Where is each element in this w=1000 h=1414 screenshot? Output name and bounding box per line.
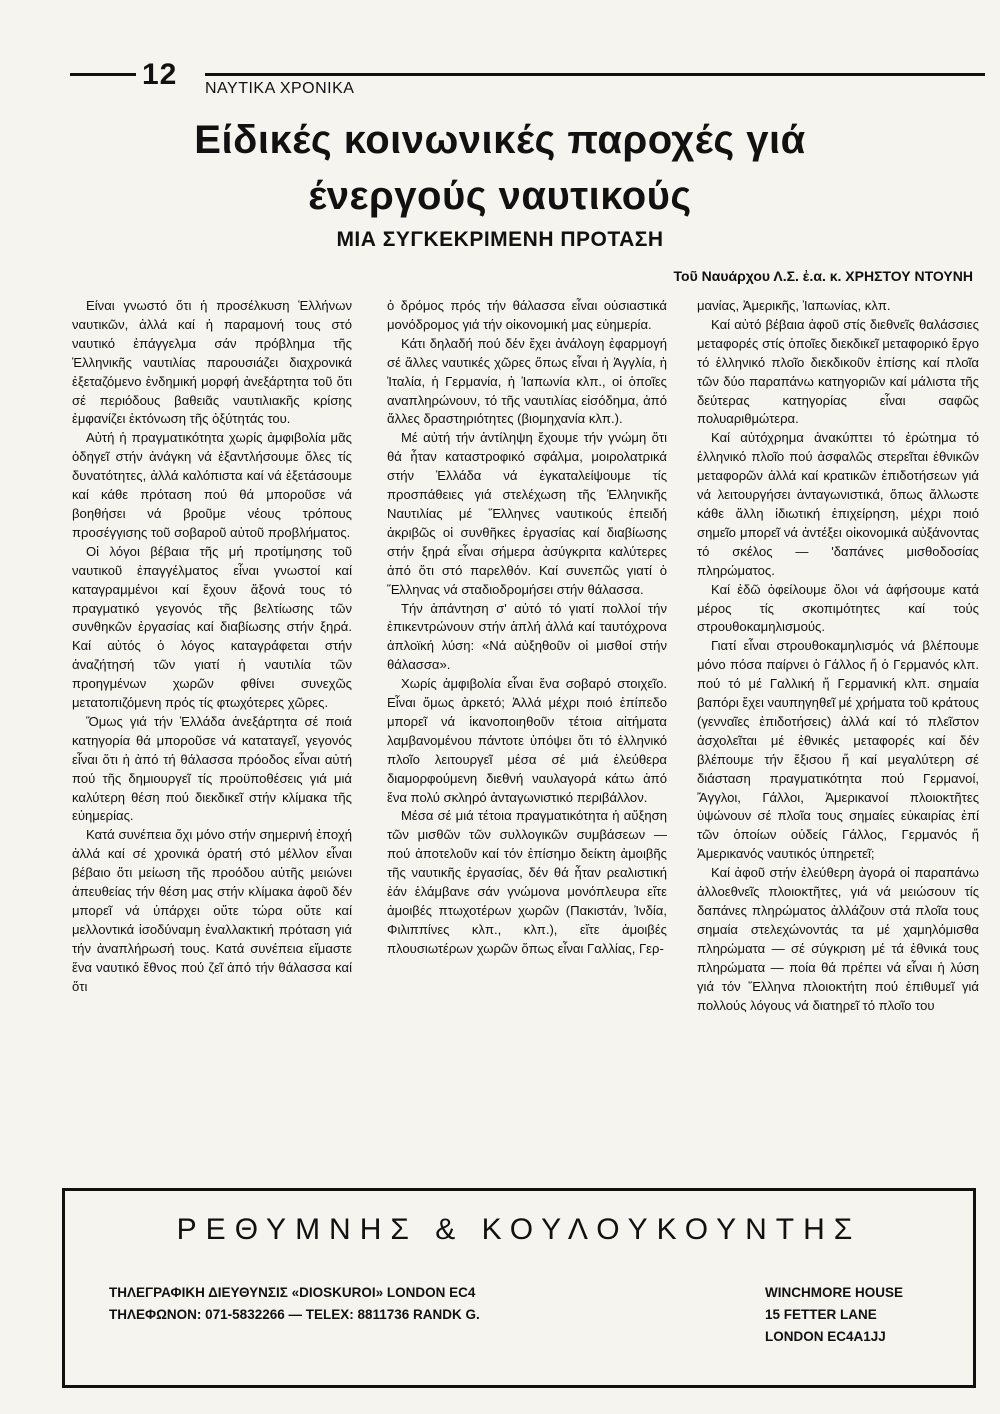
article-byline: Τοῦ Ναυάρχου Λ.Σ. ἐ.α. κ. ΧΡΗΣΤΟΥ ΝΤΟΥΝΗ xyxy=(673,268,973,284)
page-number: 12 xyxy=(142,58,178,91)
paragraph: Καί αὐτό βέβαια ἀφοῦ στίς διεθνεῖς θαλάσσιες μεταφορές στίς ὁποῖες διεκδικεῖ μεταφορικό ἔργο τό ἑλληνικό πλοῖο διεκδικοῦν ἐπίσης καί πλοῖα τῶν δύο παραπάνω κατηγοριῶν καί μάλιστα τῆς δεύτερας κατηγορίας εἶναι σαφῶς πολυαριθμώτερα. xyxy=(697,316,979,427)
paragraph: Κατά συνέπεια ὄχι μόνο στήν σημερινή ἐποχή ἀλλά καί σέ χρονικά ὁρατή στό μέλλον εἶναι βέβαιο ὅτι μείωση τῆς προόδου αὐτῆς μειώνει ἀπευθείας τήν θέση μας στήν κλίμακα ἀφοῦ δέν μπορεῖ νά ὑπάρχει οὔτε τώρα οὔτε καί μελλοντικά ἰσοδύναμη ἐναλλακτική πρόταση γιά τήν ἀναπλήρωσή τους. Κατά συνέπεια εἴμαστε ἕνα ναυτικό ἔθνος πού ζεῖ ἀπό τήν θάλασσα καί ὅτι xyxy=(72,827,352,994)
paragraph: Καί αὐτόχρημα ἀνακύπτει τό ἐρώτημα τό ἑλληνικό πλοῖο πού ἀσφαλῶς στερεῖται ἐθνικῶν μεταφορῶν ἀλλά καί κρατικῶν ἐπιδοτήσεων γιά νά λειτουργήσει ἀνταγωνιστικά, ὅπως ἄλλωστε κάθε ἄλλη ἰδιωτική ἐπιχείρηση, μέχρι ποιό σημεῖο μπορεῖ νά ἀντέξει οἰκονομικά αὐξάνοντας τό σκέλος — 'δαπάνες μισθοδοσίας πληρώματος. xyxy=(697,430,979,578)
paragraph-continued: ὁ δρόμος πρός τήν θάλασσα εἶναι οὐσιαστικά μονόδρομος γιά τήν οἰκονομική μας εὐημερία. xyxy=(387,298,667,332)
magazine-name: ΝΑΥΤΙΚΑ ΧΡΟΝΙΚΑ xyxy=(205,80,355,97)
paragraph: Κάτι δηλαδή πού δέν ἔχει ἀνάλογη ἐφαρμογή σέ ἄλλες ναυτικές χῶρες ὅπως εἶναι ἡ Ἀγγλία, ἡ Ἰταλία, ἡ Γερμανία, ἡ Ἰαπωνία κλπ., οἱ ὁποῖες αναπληρώνουν, τό τῆς ναυτιλίας εἰσόδημα, ἀπό ἄλλες δραστηριότητες (βιομηχανία κλπ.). xyxy=(387,335,667,427)
article-column-1 xyxy=(72,297,352,1169)
header-rule-right xyxy=(205,73,985,76)
paragraph: Ὅμως γιά τήν Ἑλλάδα ἀνεξάρτητα σέ ποιά κατηγορία θά μποροῦσε νά καταταγεῖ, γεγονός εἶναι ὅτι ἡ ἀπό τή θάλασσα πρόοδος εἶναι αὐτή πού τῆς δημιουργεῖ τίς προϋποθέσεις γιά μιά καλύτερη θέση πού διεκδικεῖ στήν κλίμακα τῆς εὐημερίας. xyxy=(72,713,352,824)
paragraph: Τήν ἀπάντηση σ' αὐτό τό γιατί πολλοί τήν ἐπικεντρώνουν στήν ἁπλή ἀλλά καί ταυτόχρονα ἀπλοϊκή λύση: «Νά αὐξηθοῦν οἱ μισθοί στήν θάλασσα». xyxy=(387,600,667,673)
paragraph: Καί ἀφοῦ στήν ἐλεύθερη ἀγορά οἱ παραπάνω ἀλλοεθνεῖς πλοιοκτῆτες, γιά νά μειώσουν τίς δαπάνες πληρώματος ἀλλάζουν στά πλοῖα τους σημαία στελεχώνοντάς τα μέ χαμηλόμισθα πληρώματα — σέ σύγκριση μέ τά ἐθνικά τους πληρώματα — ποία θά πρέπει νά εἶναι ἡ λύση γιά τόν Ἕλληνα πλοιοκτήτη πού ἐπιθυμεῖ γιά πολλούς λόγους νά διατηρεῖ τό πλοῖο του xyxy=(697,865,979,1013)
article-title xyxy=(120,112,880,224)
paragraph: Γιατί εἶναι στρουθοκαμηλισμός νά βλέπουμε μόνο πόσα παίρνει ὁ Γάλλος ἤ ὁ Γερμανός κλπ. πού τό μέ Γαλλική ἤ Γερμανική κλπ. σημαία βαπόρι ἔχει ναυπηγηθεῖ μέ χρήματα τοῦ κράτους (γενναῖες ἐπιδοτήσεις) ἀλλά καί τό πλεῖστον ἀσχολεῖται μέ ἐθνικές μεταφορές καί δέν βλέπουμε τήν ἔξισου ἤ καί μεγαλύτερη σέ διάσταση πραγματικότητα πού Γερμανοί, Ἄγγλοι, Γάλλοι, Ἀμερικανοί πλοιοκτῆτες ὑψώνουν σέ πλοῖα τους σημαίες εὐκαιρίας ἐπί τῶν ὁποίων οὐδείς Γάλλος, Γερμανός ἤ Ἀμερικανός ναυτικός ὑπηρετεῖ; xyxy=(697,638,979,862)
ad-address-line3: LONDON EC4A1JJ xyxy=(765,1329,886,1344)
paragraph: Αὐτή ἡ πραγματικότητα χωρίς ἀμφιβολία μᾶς ὁδηγεῖ στήν ἀνάγκη νά ἐξαντλήσουμε ὅλες τίς δυνατότητες, ἀλλά καλόπιστα καί νά ἐξετάσουμε καί κάθε πρόταση πού θά μποροῦσε νά βοηθήσει νά βροῦμε νέους τρόπους προσέγγισης τοῦ σοβαροῦ αὐτοῦ προβλήματος. xyxy=(72,430,352,540)
advertisement-box xyxy=(62,1188,976,1388)
header-rule-left xyxy=(70,73,136,76)
ad-telegraph-address: ΤΗΛΕΓΡΑΦΙΚΗ ΔΙΕΥΘΥΝΣΙΣ «DIOSKUROI» LONDON EC4 xyxy=(109,1285,476,1300)
ad-phone-telex: ΤΗΛΕΦΩΝΟΝ: 071-5832266 — TELEX: 8811736 RANDK G. xyxy=(109,1307,480,1322)
paragraph: Είναι γνωστό ὅτι ἡ προσέλκυση Ἑλλήνων ναυτικῶν, ἀλλά καί ἡ παραμονή τους στό ναυτικό ἐπάγγελμα σάν πρόβλημα τῆς Ἑλληνικῆς ναυτιλίας παρουσιάζει διαχρονικά ἐξεταζόμενο ἐνδημική μορφή ἀνεξάρτητα τοῦ ὅτι σέ περιόδους βαθειᾶς ναυτιλιακῆς κρίσης ἐμφανίζει ἐκτόνωση τῆς ὀξύτητάς του. xyxy=(72,298,352,427)
article-subtitle: ΜΙΑ ΣΥΓΚΕΚΡΙΜΕΝΗ ΠΡΟΤΑΣΗ xyxy=(336,228,664,251)
article-title-line2: ένεργούς ναυτικούς xyxy=(308,174,692,218)
paragraph: Οἱ λόγοι βέβαια τῆς μή προτίμησης τοῦ ναυτικοῦ ἐπαγγέλματος εἶναι γνωστοί καί καταγραμμένοι καί ἔχουν ἄξονά τους τό πραγματικό γεγονός τῆς βελτίωσης τῶν συνθηκῶν ἐργασίας καί διαβίωσης στήν ξηρά. Καί αὐτός ὁ λόγος καταγράφεται στήν ἀναζήτησή τῶν γιατί ἡ ναυτιλία τῶν προηγμένων χωρῶν φθίνει συνεχῶς μετατοπιζόμενη πρός τίς φτωχότερες χῶρες. xyxy=(72,543,352,711)
paragraph: Μέ αὐτή τήν ἀντίληψη ἔχουμε τήν γνώμη ὅτι θά ἦταν καταστροφικό σφάλμα, μοιρολατρικά στήν Ἑλλάδα νά ἐγκαταλείψουμε τίς προσπάθειες γιά στελέχωση τῆς Ἑλληνικῆς Ναυτιλίας μέ Ἕλληνες ναυτικούς ἐπειδή ἀκριβῶς οἱ συνθῆκες ἐργασίας καί διαβίωσης στήν ξηρά εἶναι σήμερα ἀσύγκριτα καλύτερες ἀπό ὅτι στό παρελθόν. Καί συνεπῶς γιατί ὁ Ἕλληνας νά σταδιοδρομήσει στήν θάλασσα. xyxy=(387,430,667,597)
paragraph: Μέσα σέ μιά τέτοια πραγματικότητα ἡ αὔξηση τῶν μισθῶν τῶν συλλογικῶν συμβάσεων — πού ἀποτελοῦν καί τόν ἐπίσημο δείκτη ἀμοιβῆς τῆς ναυτικῆς ἐργασίας, δέν θά ἦταν ρεαλιστική ἐάν ἐλάμβανε σάν γνώμονα μονόπλευρα εἴτε ἀμοιβές πτωχοτέρων χωρῶν (Πακιστάν, Ἰνδία, Φιλιππίνες κλπ., κλπ.), εἴτε ἀμοιβές πλουσιωτέρων χωρῶν ὅπως εἶναι Γαλλίας, Γερ- xyxy=(387,808,667,956)
ad-address-line1: WINCHMORE HOUSE xyxy=(765,1285,903,1300)
article-column-2 xyxy=(387,297,667,1169)
article-title-line1: Είδικές κοινωνικές παροχές γιά xyxy=(194,118,806,162)
ad-company-name: ΡΕΘΥΜΝΗΣ & ΚΟΥΛΟΥΚΟΥΝΤΗΣ xyxy=(176,1213,862,1246)
paragraph: Χωρίς ἀμφιβολία εἶναι ἕνα σοβαρό στοιχεῖο. Εἶναι ὅμως ἀρκετό; Ἀλλά μέχρι ποιό ἐπίπεδο μπορεῖ νά ἱκανοποιηθοῦν τέτοια αἰτήματα λαμβανομένου πάντοτε ὑπόψει ὅτι τό ἑλληνικό πλοῖο λειτουργεῖ μέσα σέ μιά ἐλεύθερα διαμορφούμενη διεθνή ναυλαγορά κάτω ἀπό ἕνα πολύ σκληρό ἀνταγωνιστικό περιβάλλον. xyxy=(387,676,667,805)
paragraph: Καί ἐδῶ ὀφείλουμε ὅλοι νά ἀφήσουμε κατά μέρος τίς σκοπιμότητες καί τούς στρουθοκαμηλισμούς. xyxy=(697,581,979,635)
ad-address-line2: 15 FETTER LANE xyxy=(765,1307,877,1322)
article-column-3 xyxy=(697,297,979,1169)
paragraph-continued: μανίας, Ἀμερικῆς, Ἰαπωνίας, κλπ. xyxy=(697,298,891,313)
